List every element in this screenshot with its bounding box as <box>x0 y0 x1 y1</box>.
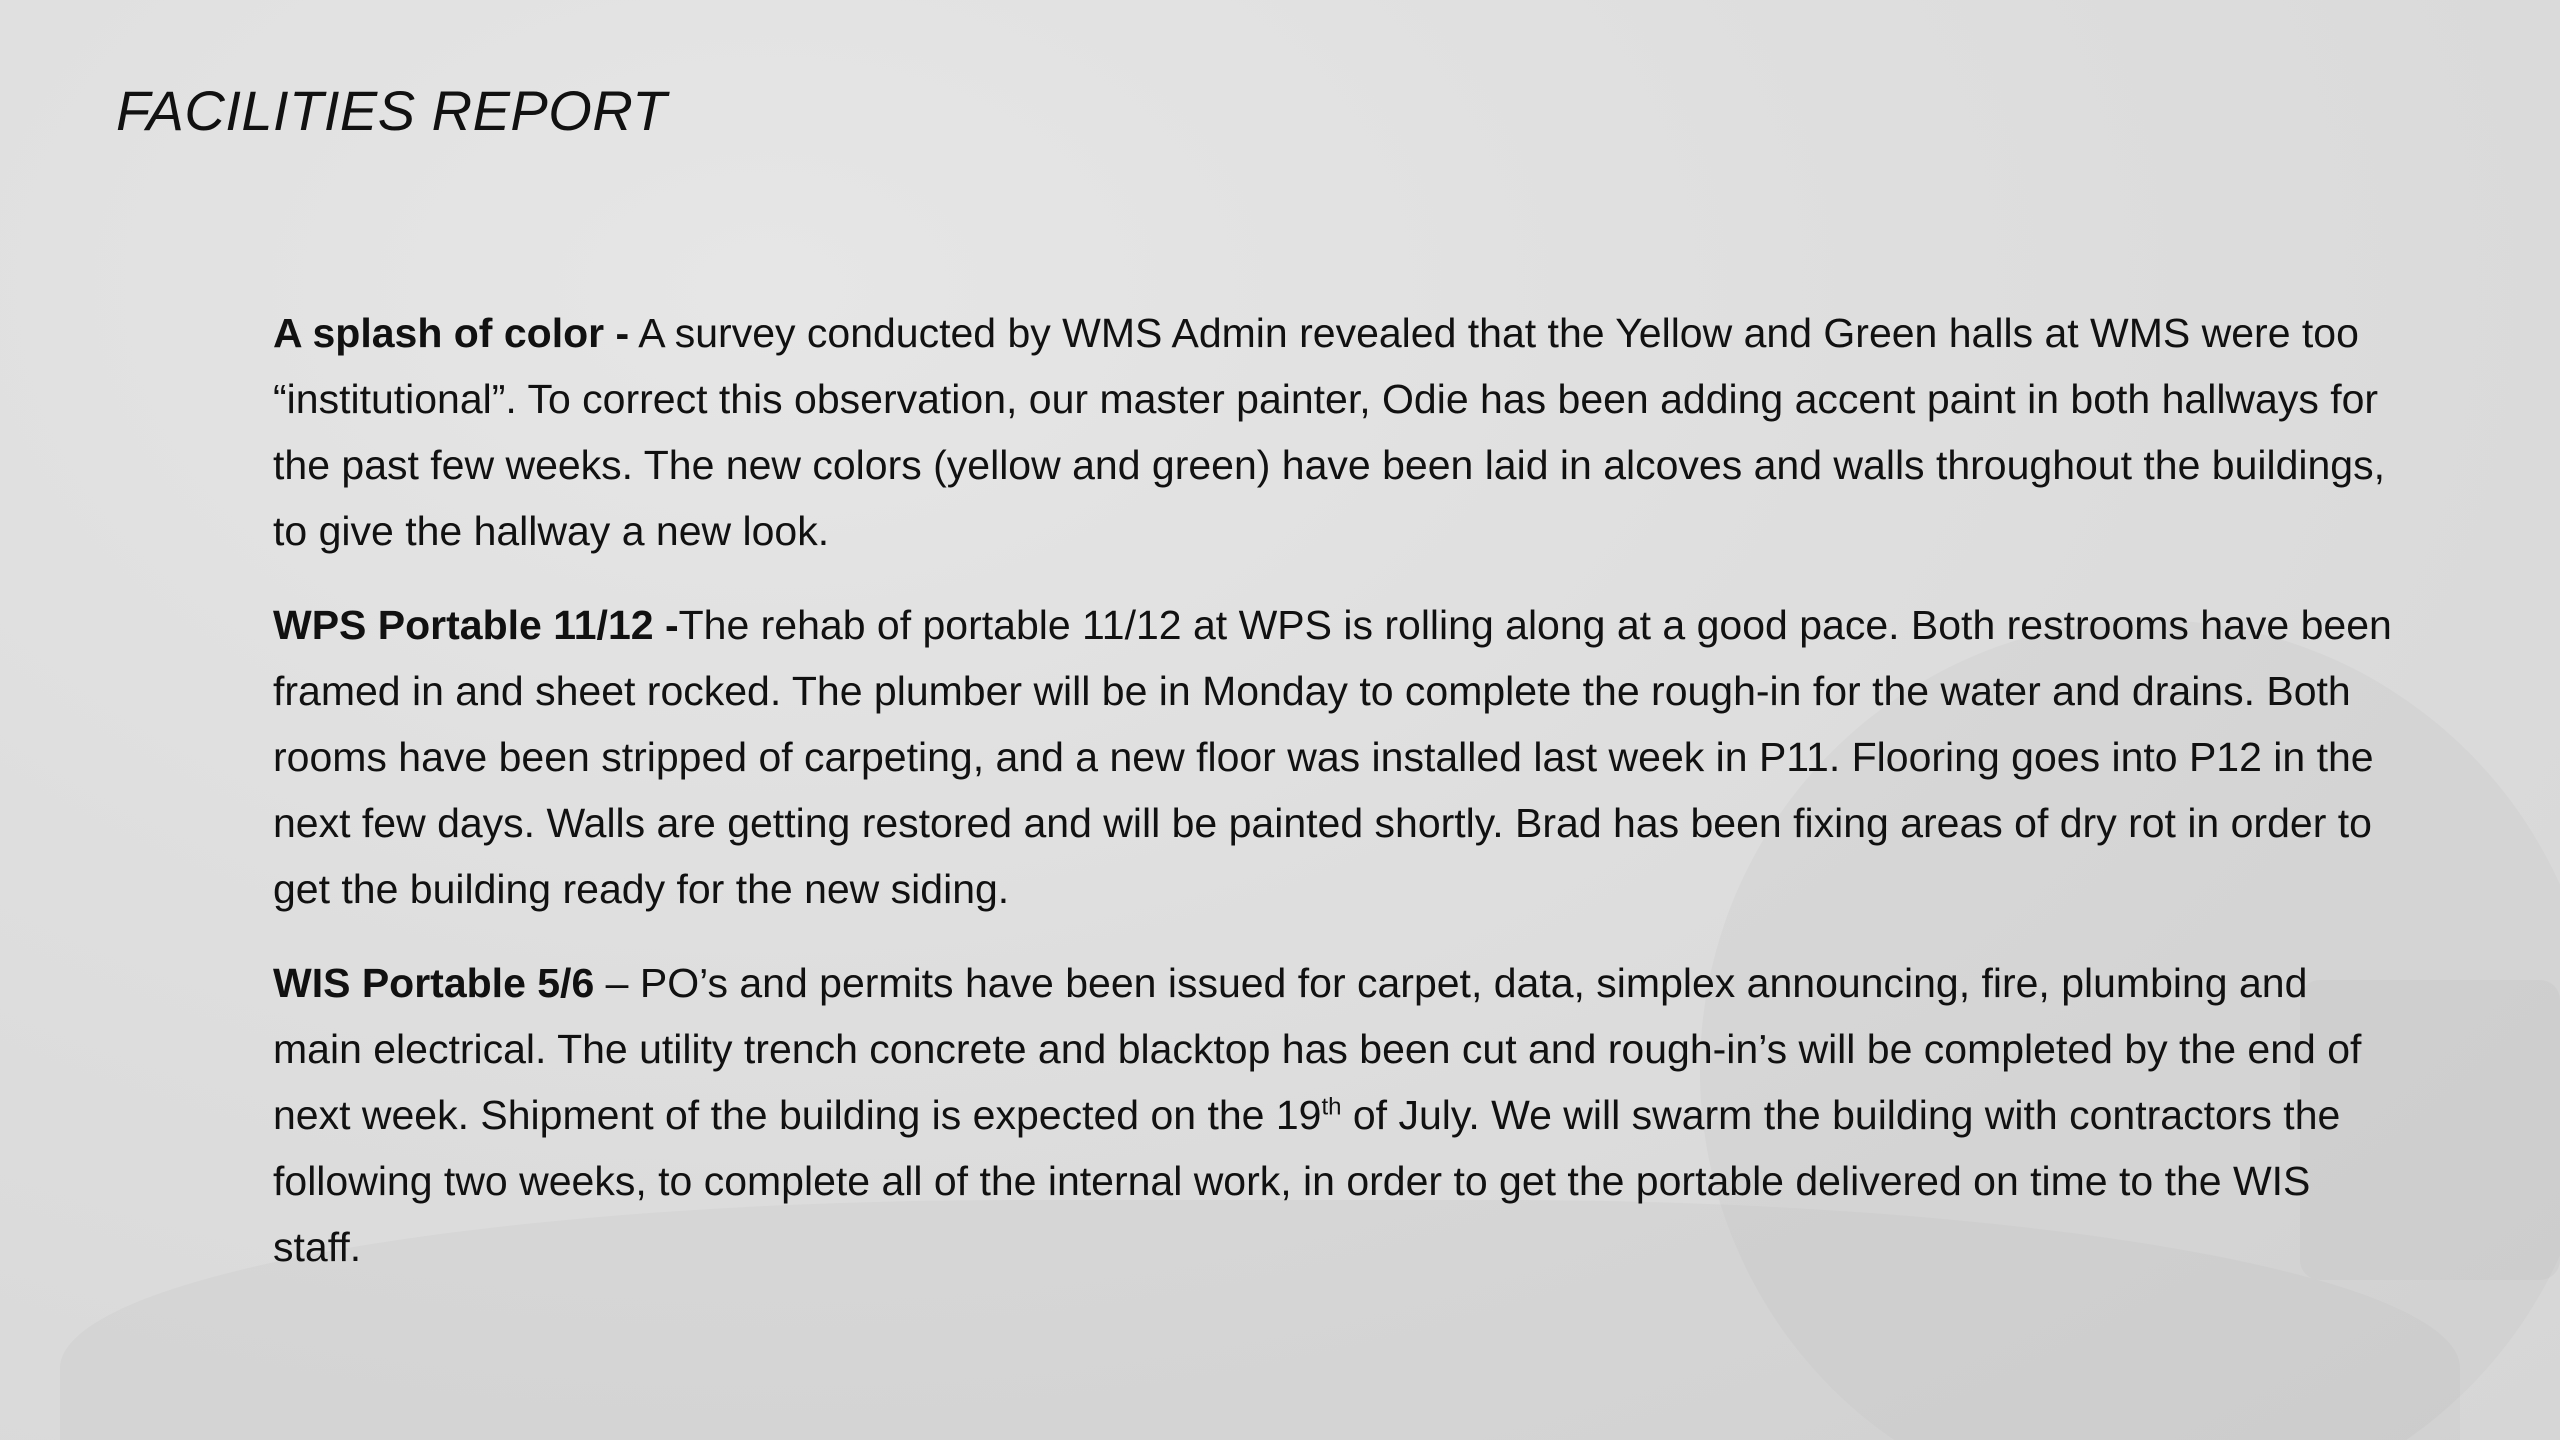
paragraph-wps-portable <box>273 592 2393 922</box>
report-body <box>273 300 2393 1308</box>
paragraph-text: – PO’s and permits have been issued for carpet, data, simplex announcing, fire, plumbing and main electrical. The utility trench concrete and blacktop has been cut and rough-in’s will be completed by the end of next week. Shipment of the building is expected on the 19 <box>273 960 2362 1138</box>
ordinal-suffix: th <box>1321 1093 1342 1121</box>
paragraph-text: The rehab of portable 11/12 at WPS is rolling along at a good pace. Both restrooms have been framed in and sheet rocked. The plumber will be in Monday to complete the rough-in for the water and drains. Both rooms have been stripped of carpeting, and a new floor was installed last week in P11. Flooring goes into P12 in the next few days. Walls are getting restored and will be painted shortly. Brad has been fixing areas of dry rot in order to get the building ready for the new siding. <box>273 602 2392 912</box>
paragraph-text: A survey conducted by WMS Admin revealed that the Yellow and Green halls at WMS were too “institutional”. To correct this observation, our master painter, Odie has been adding accent paint in both hallways for the past few weeks. The new colors (yellow and green) have been laid in alcoves and walls throughout the buildings, to give the hallway a new look. <box>273 310 2386 554</box>
paragraph-heading: WIS Portable 5/6 <box>273 960 595 1006</box>
paragraph-text: of July. We will swarm the building with contractors the following two weeks, to complete all of the internal work, in order to get the portable delivered on time to the WIS staff. <box>273 1092 2341 1270</box>
paragraph-heading: A splash of color - <box>273 310 630 356</box>
paragraph-splash-of-color <box>273 300 2393 564</box>
paragraph-heading: WPS Portable 11/12 - <box>273 602 679 648</box>
paragraph-wis-portable <box>273 950 2393 1280</box>
slide-title: FACILITIES REPORT <box>116 79 667 142</box>
